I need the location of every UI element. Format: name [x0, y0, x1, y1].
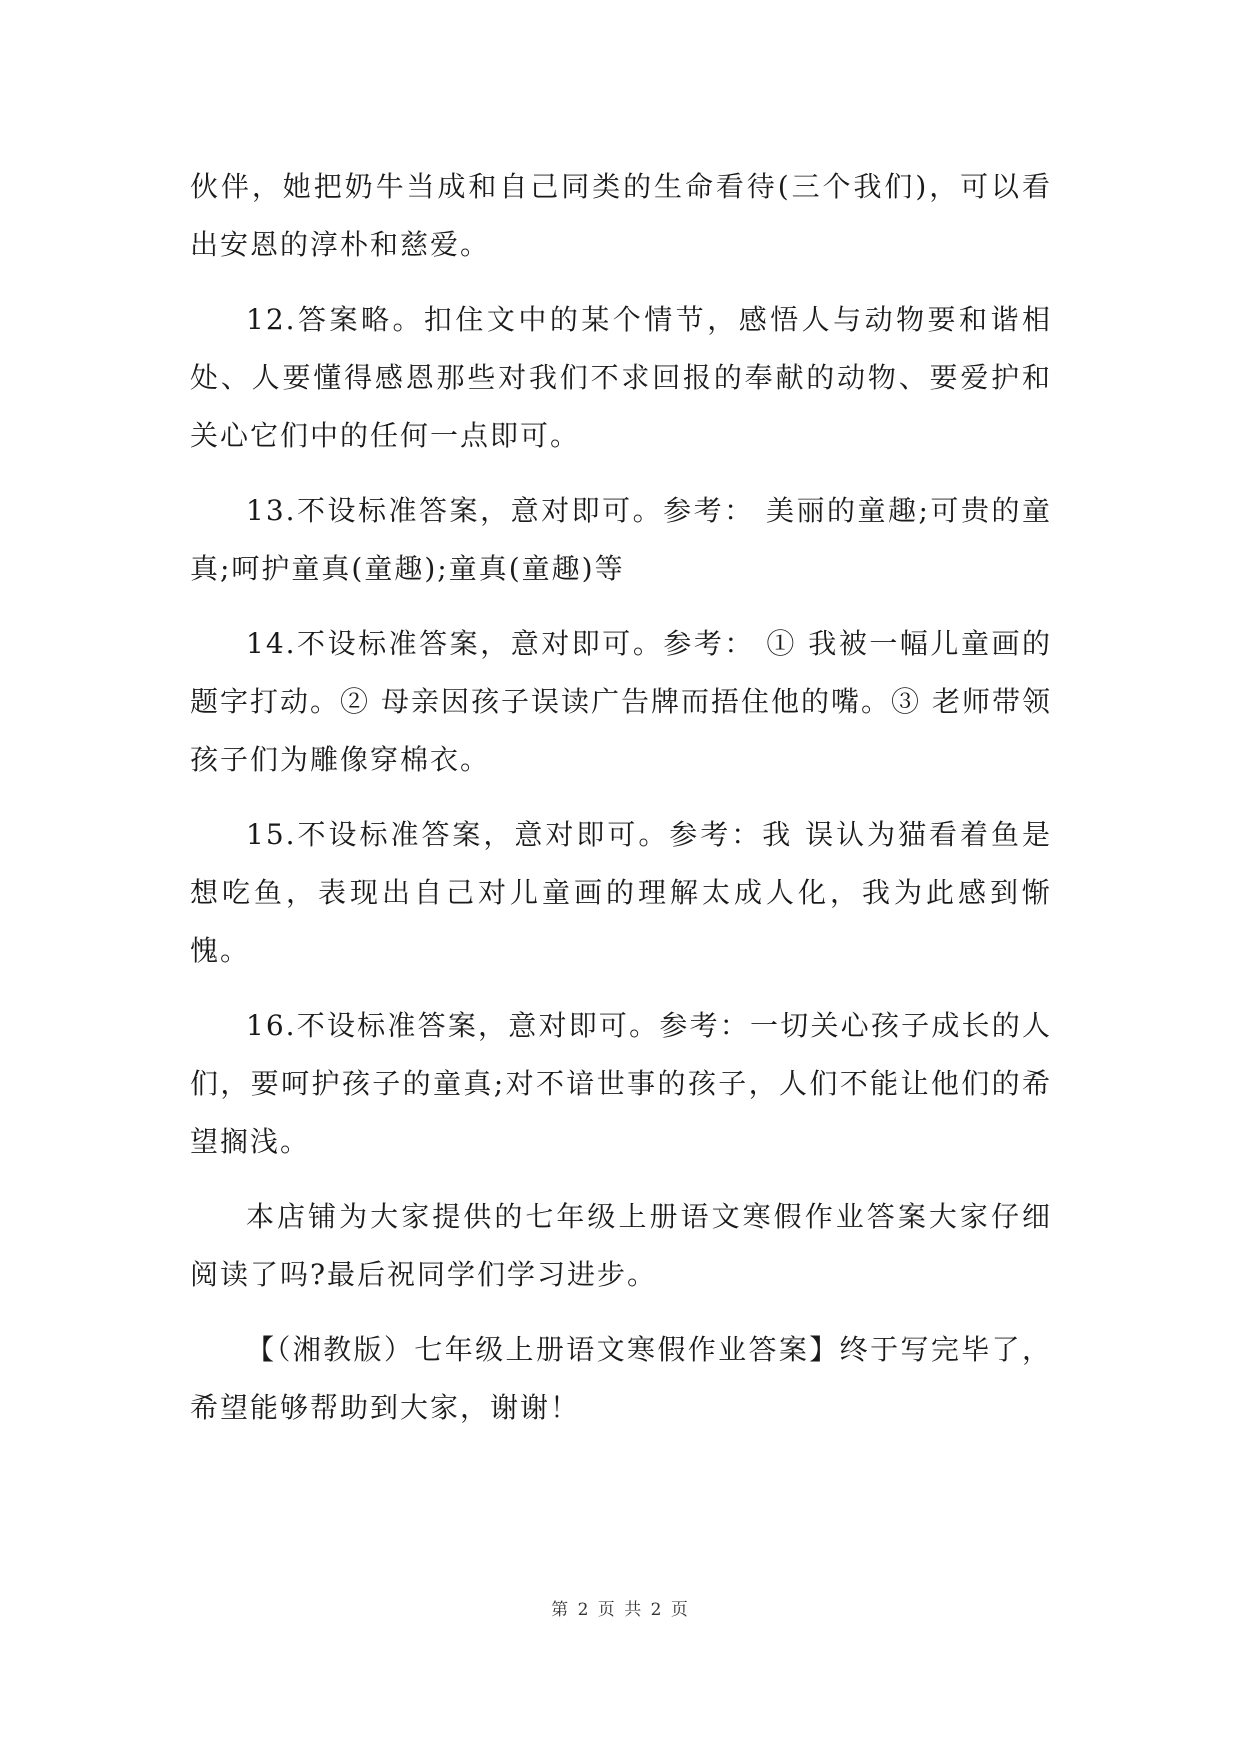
answer-12: 12.答案略。扣住文中的某个情节，感悟人与动物要和谐相处、人要懂得感恩那些对我们不求回报的奉献的动物、要爱护和关心它们中的任何一点即可。	[190, 303, 1052, 452]
final-paragraph: 【（湘教版）七年级上册语文寒假作业答案】终于写完毕了，希望能够帮助到大家，谢谢！	[190, 1333, 1052, 1424]
document-body	[190, 158, 1052, 1454]
answer-16: 16.不设标准答案，意对即可。参考：一切关心孩子成长的人们，要呵护孩子的童真;对不谙世事的孩子，人们不能让他们的希望搁浅。	[190, 1009, 1052, 1158]
page-footer: 第 2 页 共 2 页	[551, 1600, 690, 1620]
closing-paragraph: 本店铺为大家提供的七年级上册语文寒假作业答案大家仔细阅读了吗?最后祝同学们学习进步。	[190, 1200, 1052, 1291]
answer-14: 14.不设标准答案，意对即可。参考： ① 我被一幅儿童画的题字打动。② 母亲因孩子误读广告牌而捂住他的嘴。③ 老师带领孩子们为雕像穿棉衣。	[190, 627, 1052, 776]
answer-15: 15.不设标准答案，意对即可。参考：我 误认为猫看着鱼是想吃鱼，表现出自己对儿童画的理解太成人化，我为此感到惭愧。	[190, 818, 1052, 967]
paragraph-continuation: 伙伴，她把奶牛当成和自己同类的生命看待(三个我们)，可以看出安恩的淳朴和慈爱。	[190, 170, 1052, 261]
answer-13: 13.不设标准答案，意对即可。参考： 美丽的童趣;可贵的童真;呵护童真(童趣);童真(童趣)等	[190, 494, 1052, 585]
